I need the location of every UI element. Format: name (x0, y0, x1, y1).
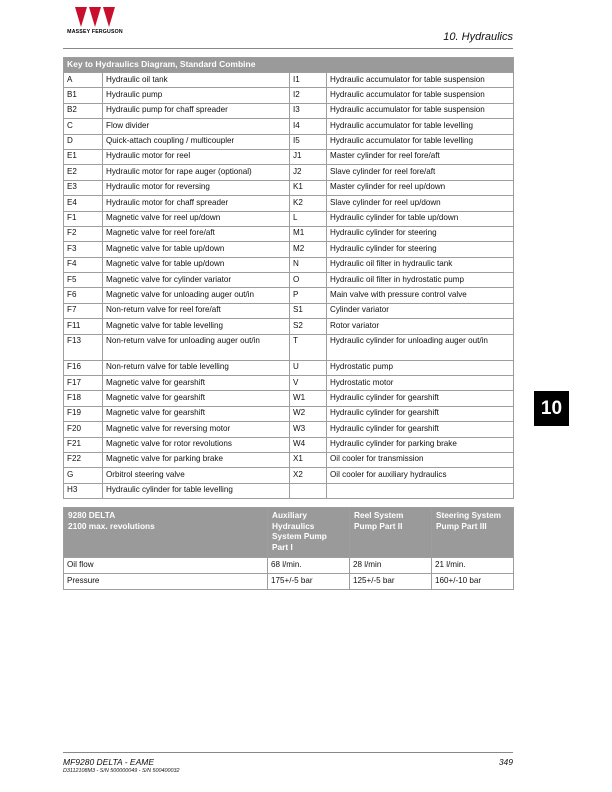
table-row (64, 134, 514, 149)
key-desc-right: Hydraulic cylinder for parking brake (327, 437, 514, 452)
pump-specs-table (63, 507, 514, 590)
header-divider (63, 48, 513, 49)
key-code-right: I4 (290, 119, 327, 134)
key-code-right: K2 (290, 196, 327, 211)
table-row (64, 483, 514, 498)
key-code-right: J2 (290, 165, 327, 180)
key-code-right: L (290, 211, 327, 226)
key-desc-left: Non-return valve for unloading auger out/in (103, 334, 290, 360)
key-code-left: E4 (64, 196, 103, 211)
key-code-left: F7 (64, 303, 103, 318)
key-desc-right: Hydraulic accumulator for table suspension (327, 103, 514, 118)
pump-value-part-1: 175+/-5 bar (268, 574, 350, 590)
pump-table-body (64, 558, 514, 590)
page-number: 349 (498, 757, 513, 767)
table-row (64, 437, 514, 452)
key-code-left: F17 (64, 376, 103, 391)
key-code-right: J1 (290, 149, 327, 164)
key-desc-right: Master cylinder for reel fore/aft (327, 149, 514, 164)
hydraulics-key-table (63, 57, 514, 499)
pump-header-part-1: Auxiliary Hydraulics System Pump Part I (268, 508, 350, 558)
pump-value-part-3: 160+/-10 bar (432, 574, 514, 590)
table-row (64, 88, 514, 103)
table-row (64, 468, 514, 483)
key-code-right: N (290, 257, 327, 272)
key-desc-right: Hydrostatic pump (327, 360, 514, 375)
key-desc-right: Oil cooler for auxiliary hydraulics (327, 468, 514, 483)
key-desc-right: Slave cylinder for reel up/down (327, 196, 514, 211)
key-desc-left: Hydraulic pump (103, 88, 290, 103)
triple-triangle-logo-icon (74, 6, 116, 28)
key-desc-left: Hydraulic motor for reversing (103, 180, 290, 195)
key-desc-left: Magnetic valve for table levelling (103, 319, 290, 334)
key-desc-left: Magnetic valve for reel up/down (103, 211, 290, 226)
key-desc-right: Hydraulic cylinder for table up/down (327, 211, 514, 226)
key-code-left: F2 (64, 226, 103, 241)
key-desc-right: Master cylinder for reel up/down (327, 180, 514, 195)
key-desc-right: Hydrostatic motor (327, 376, 514, 391)
table-row (64, 288, 514, 303)
key-code-right: I1 (290, 73, 327, 88)
key-code-right: W1 (290, 391, 327, 406)
key-desc-left: Hydraulic oil tank (103, 73, 290, 88)
pump-max-revolutions: 2100 max. revolutions (68, 520, 155, 531)
key-table-body (64, 73, 514, 499)
table-row (64, 422, 514, 437)
key-desc-left: Hydraulic cylinder for table levelling (103, 483, 290, 498)
key-desc-right: Oil cooler for transmission (327, 452, 514, 467)
key-desc-right: Main valve with pressure control valve (327, 288, 514, 303)
table-row (64, 558, 514, 574)
table-row (64, 376, 514, 391)
pump-value-part-1: 68 l/min. (268, 558, 350, 574)
key-desc-right: Hydraulic cylinder for steering (327, 226, 514, 241)
pump-value-part-2: 125+/-5 bar (350, 574, 432, 590)
key-code-right: W3 (290, 422, 327, 437)
footer-doc-code: D3112108M3 - S/N 500000049 - S/N 500400032 (63, 768, 180, 774)
pump-row-label: Pressure (64, 574, 268, 590)
pump-value-part-3: 21 l/min. (432, 558, 514, 574)
key-code-right: S1 (290, 303, 327, 318)
key-desc-left: Magnetic valve for rotor revolutions (103, 437, 290, 452)
key-code-right (290, 483, 327, 498)
table-row (64, 452, 514, 467)
key-code-right: I5 (290, 134, 327, 149)
key-desc-right: Hydraulic accumulator for table suspension (327, 73, 514, 88)
key-code-left: F3 (64, 242, 103, 257)
key-desc-right: Hydraulic cylinder for gearshift (327, 406, 514, 421)
key-code-right: U (290, 360, 327, 375)
key-desc-right: Hydraulic accumulator for table levelling (327, 134, 514, 149)
key-code-left: F16 (64, 360, 103, 375)
footer-divider (63, 752, 513, 753)
pump-row-label: Oil flow (64, 558, 268, 574)
table-row (64, 73, 514, 88)
table-row (64, 406, 514, 421)
key-desc-right: Hydraulic cylinder for unloading auger out/in (327, 334, 514, 360)
key-desc-right: Hydraulic oil filter in hydrostatic pump (327, 273, 514, 288)
table-row (64, 574, 514, 590)
table-row (64, 391, 514, 406)
table-row (64, 165, 514, 180)
key-desc-left: Quick-attach coupling / multicoupler (103, 134, 290, 149)
key-code-right: I2 (290, 88, 327, 103)
key-desc-right (327, 483, 514, 498)
table-row (64, 273, 514, 288)
key-desc-left: Magnetic valve for reel fore/aft (103, 226, 290, 241)
key-code-left: F21 (64, 437, 103, 452)
footer-model: MF9280 DELTA - EAME (63, 757, 155, 767)
table-row (64, 257, 514, 272)
key-desc-left: Magnetic valve for cylinder variator (103, 273, 290, 288)
key-desc-left: Hydraulic motor for reel (103, 149, 290, 164)
table-row (64, 360, 514, 375)
key-code-left: F11 (64, 319, 103, 334)
key-code-right: W4 (290, 437, 327, 452)
table-row (64, 196, 514, 211)
key-desc-left: Magnetic valve for reversing motor (103, 422, 290, 437)
table-row (64, 119, 514, 134)
pump-model-name: 9280 DELTA (68, 510, 116, 520)
key-code-left: F20 (64, 422, 103, 437)
key-desc-left: Non-return valve for reel fore/aft (103, 303, 290, 318)
key-code-left: G (64, 468, 103, 483)
table-row (64, 334, 514, 360)
key-code-left: E2 (64, 165, 103, 180)
key-code-left: E3 (64, 180, 103, 195)
pump-table-model-header (64, 508, 268, 558)
key-code-right: M2 (290, 242, 327, 257)
table-row (64, 103, 514, 118)
key-desc-left: Hydraulic motor for chaff spreader (103, 196, 290, 211)
table-row (64, 319, 514, 334)
key-code-left: D (64, 134, 103, 149)
key-desc-right: Hydraulic accumulator for table suspension (327, 88, 514, 103)
key-code-right: P (290, 288, 327, 303)
pump-header-part-2: Reel System Pump Part II (350, 508, 432, 558)
key-code-left: B1 (64, 88, 103, 103)
key-code-right: O (290, 273, 327, 288)
key-desc-right: Rotor variator (327, 319, 514, 334)
key-code-right: V (290, 376, 327, 391)
key-desc-right: Hydraulic accumulator for table levelling (327, 119, 514, 134)
key-desc-left: Flow divider (103, 119, 290, 134)
key-code-left: F5 (64, 273, 103, 288)
key-desc-right: Slave cylinder for reel fore/aft (327, 165, 514, 180)
key-code-left: F19 (64, 406, 103, 421)
key-code-right: S2 (290, 319, 327, 334)
key-desc-left: Non-return valve for table levelling (103, 360, 290, 375)
key-desc-left: Hydraulic pump for chaff spreader (103, 103, 290, 118)
key-code-left: H3 (64, 483, 103, 498)
chapter-title: 10. Hydraulics (443, 31, 513, 43)
key-desc-right: Hydraulic cylinder for steering (327, 242, 514, 257)
key-desc-left: Orbitrol steering valve (103, 468, 290, 483)
key-desc-left: Magnetic valve for parking brake (103, 452, 290, 467)
table-row (64, 180, 514, 195)
key-desc-left: Magnetic valve for unloading auger out/in (103, 288, 290, 303)
key-code-left: C (64, 119, 103, 134)
table-row (64, 211, 514, 226)
key-code-left: F13 (64, 334, 103, 360)
key-desc-right: Hydraulic cylinder for gearshift (327, 391, 514, 406)
key-code-right: I3 (290, 103, 327, 118)
key-code-left: B2 (64, 103, 103, 118)
chapter-tab-marker: 10 (534, 391, 569, 426)
key-desc-left: Magnetic valve for table up/down (103, 242, 290, 257)
massey-ferguson-logo (66, 6, 124, 35)
key-desc-left: Magnetic valve for gearshift (103, 391, 290, 406)
pump-value-part-2: 28 l/min (350, 558, 432, 574)
table-row (64, 242, 514, 257)
key-desc-left: Magnetic valve for table up/down (103, 257, 290, 272)
key-code-right: K1 (290, 180, 327, 195)
key-desc-left: Magnetic valve for gearshift (103, 406, 290, 421)
key-code-left: F4 (64, 257, 103, 272)
key-table-title: Key to Hydraulics Diagram, Standard Combine (64, 58, 514, 73)
table-row (64, 303, 514, 318)
key-desc-right: Cylinder variator (327, 303, 514, 318)
key-code-left: F6 (64, 288, 103, 303)
key-desc-right: Hydraulic cylinder for gearshift (327, 422, 514, 437)
key-code-left: F22 (64, 452, 103, 467)
key-code-left: F18 (64, 391, 103, 406)
key-code-right: T (290, 334, 327, 360)
key-code-right: M1 (290, 226, 327, 241)
key-code-left: E1 (64, 149, 103, 164)
table-row (64, 226, 514, 241)
key-code-right: X2 (290, 468, 327, 483)
key-desc-right: Hydraulic oil filter in hydraulic tank (327, 257, 514, 272)
pump-header-part-3: Steering System Pump Part III (432, 508, 514, 558)
key-code-right: X1 (290, 452, 327, 467)
key-code-right: W2 (290, 406, 327, 421)
brand-name: MASSEY FERGUSON (67, 29, 123, 35)
table-row (64, 149, 514, 164)
key-code-left: A (64, 73, 103, 88)
key-desc-left: Magnetic valve for gearshift (103, 376, 290, 391)
key-desc-left: Hydraulic motor for rape auger (optional) (103, 165, 290, 180)
key-code-left: F1 (64, 211, 103, 226)
